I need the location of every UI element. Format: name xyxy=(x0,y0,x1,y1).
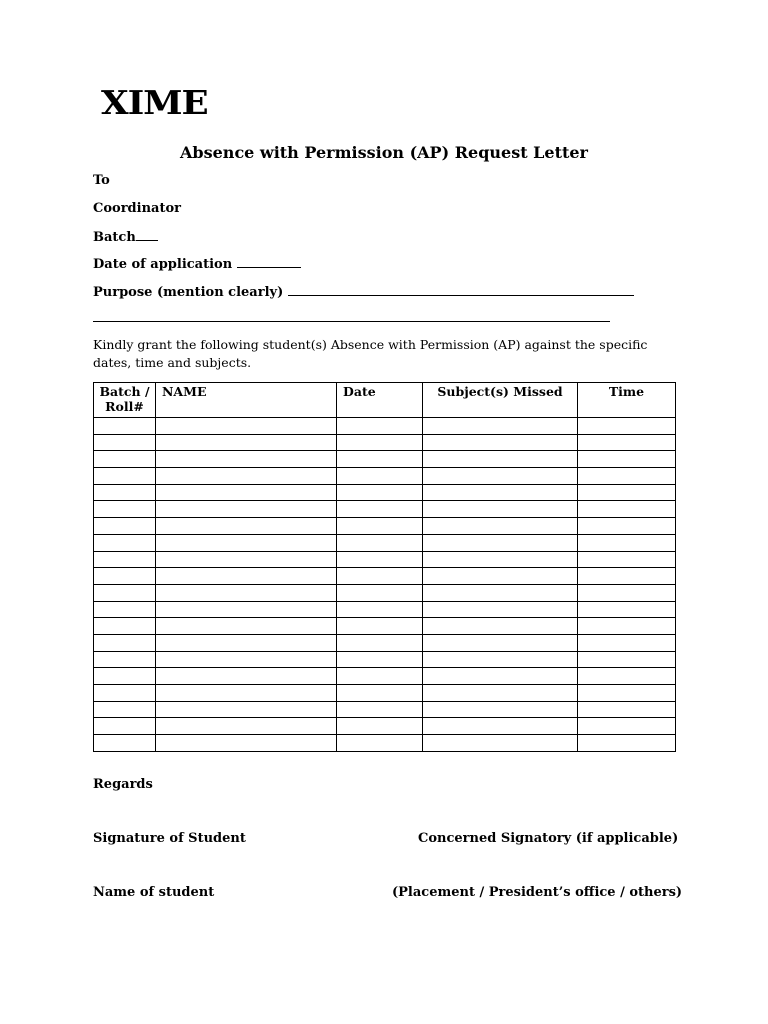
subjects-missed-cell[interactable] xyxy=(423,701,578,718)
purpose-field[interactable] xyxy=(288,283,634,296)
table-row xyxy=(94,634,676,651)
batch-roll-cell[interactable] xyxy=(94,685,156,702)
subjects-missed-cell[interactable] xyxy=(423,468,578,485)
date-cell[interactable] xyxy=(337,518,423,535)
column-header-name: NAME xyxy=(156,383,337,418)
subjects-missed-cell[interactable] xyxy=(423,501,578,518)
name-cell[interactable] xyxy=(156,735,337,752)
subjects-missed-cell[interactable] xyxy=(423,568,578,585)
time-cell[interactable] xyxy=(578,601,676,618)
table-row xyxy=(94,735,676,752)
name-cell[interactable] xyxy=(156,484,337,501)
date-cell[interactable] xyxy=(337,601,423,618)
name-cell[interactable] xyxy=(156,451,337,468)
table-row xyxy=(94,434,676,451)
table-row xyxy=(94,668,676,685)
column-header-subjects-missed: Subject(s) Missed xyxy=(423,383,578,418)
form-title: Absence with Permission (AP) Request Letter xyxy=(180,143,588,162)
name-cell[interactable] xyxy=(156,618,337,635)
absence-table xyxy=(93,382,676,752)
time-cell[interactable] xyxy=(578,634,676,651)
table-header-row xyxy=(94,383,676,418)
subjects-missed-cell[interactable] xyxy=(423,484,578,501)
time-cell[interactable] xyxy=(578,718,676,735)
name-cell[interactable] xyxy=(156,568,337,585)
name-cell[interactable] xyxy=(156,534,337,551)
date-cell[interactable] xyxy=(337,551,423,568)
time-cell[interactable] xyxy=(578,568,676,585)
batch-roll-cell[interactable] xyxy=(94,634,156,651)
batch-roll-cell[interactable] xyxy=(94,668,156,685)
batch-roll-cell[interactable] xyxy=(94,735,156,752)
time-cell[interactable] xyxy=(578,484,676,501)
date-cell[interactable] xyxy=(337,634,423,651)
batch-roll-cell[interactable] xyxy=(94,484,156,501)
purpose-line xyxy=(93,283,634,300)
date-cell[interactable] xyxy=(337,418,423,435)
name-cell[interactable] xyxy=(156,584,337,601)
subjects-missed-cell[interactable] xyxy=(423,634,578,651)
date-cell[interactable] xyxy=(337,434,423,451)
subjects-missed-cell[interactable] xyxy=(423,434,578,451)
table-row xyxy=(94,701,676,718)
subjects-missed-cell[interactable] xyxy=(423,601,578,618)
table-row xyxy=(94,584,676,601)
name-cell[interactable] xyxy=(156,685,337,702)
batch-field[interactable] xyxy=(136,228,158,241)
time-cell[interactable] xyxy=(578,418,676,435)
batch-roll-cell[interactable] xyxy=(94,651,156,668)
batch-roll-cell[interactable] xyxy=(94,534,156,551)
purpose-field-continued[interactable] xyxy=(93,321,610,322)
purpose-label: Purpose (mention clearly) xyxy=(93,285,284,300)
table-row xyxy=(94,501,676,518)
time-cell[interactable] xyxy=(578,668,676,685)
subjects-missed-cell[interactable] xyxy=(423,618,578,635)
table-row xyxy=(94,518,676,535)
table-body xyxy=(94,418,676,752)
batch-label: Batch xyxy=(93,230,136,245)
column-header-time: Time xyxy=(578,383,676,418)
batch-roll-cell[interactable] xyxy=(94,551,156,568)
table-row xyxy=(94,451,676,468)
subjects-missed-cell[interactable] xyxy=(423,451,578,468)
date-of-application-line xyxy=(93,255,301,272)
date-cell[interactable] xyxy=(337,584,423,601)
subjects-missed-cell[interactable] xyxy=(423,685,578,702)
name-of-student-label: Name of student xyxy=(93,885,215,900)
offices-label: (Placement / President’s office / others) xyxy=(392,885,683,900)
name-cell[interactable] xyxy=(156,701,337,718)
date-cell[interactable] xyxy=(337,501,423,518)
subjects-missed-cell[interactable] xyxy=(423,718,578,735)
coordinator-label: Coordinator xyxy=(93,201,181,216)
table-row xyxy=(94,618,676,635)
table-row xyxy=(94,601,676,618)
name-cell[interactable] xyxy=(156,434,337,451)
date-cell[interactable] xyxy=(337,718,423,735)
batch-roll-cell[interactable] xyxy=(94,501,156,518)
batch-roll-cell[interactable] xyxy=(94,601,156,618)
xime-logo: XIME xyxy=(101,83,208,122)
column-header-date: Date xyxy=(337,383,423,418)
subjects-missed-cell[interactable] xyxy=(423,534,578,551)
name-cell[interactable] xyxy=(156,418,337,435)
subjects-missed-cell[interactable] xyxy=(423,551,578,568)
time-cell[interactable] xyxy=(578,518,676,535)
name-cell[interactable] xyxy=(156,468,337,485)
name-cell[interactable] xyxy=(156,551,337,568)
to-label: To xyxy=(93,173,110,188)
time-cell[interactable] xyxy=(578,618,676,635)
date-cell[interactable] xyxy=(337,651,423,668)
date-cell[interactable] xyxy=(337,568,423,585)
name-cell[interactable] xyxy=(156,601,337,618)
batch-roll-cell[interactable] xyxy=(94,451,156,468)
date-cell[interactable] xyxy=(337,451,423,468)
batch-roll-cell[interactable] xyxy=(94,468,156,485)
regards-label: Regards xyxy=(93,777,153,792)
time-cell[interactable] xyxy=(578,735,676,752)
batch-roll-cell[interactable] xyxy=(94,418,156,435)
column-header-batch-roll: Batch / Roll# xyxy=(94,383,156,418)
date-cell[interactable] xyxy=(337,735,423,752)
subjects-missed-cell[interactable] xyxy=(423,735,578,752)
table-row xyxy=(94,685,676,702)
name-cell[interactable] xyxy=(156,668,337,685)
batch-roll-cell[interactable] xyxy=(94,618,156,635)
concerned-signatory-label: Concerned Signatory (if applicable) xyxy=(418,831,679,846)
table-row xyxy=(94,718,676,735)
time-cell[interactable] xyxy=(578,451,676,468)
time-cell[interactable] xyxy=(578,551,676,568)
to-line xyxy=(93,173,110,188)
batch-line xyxy=(93,228,158,245)
name-cell[interactable] xyxy=(156,518,337,535)
table-row xyxy=(94,468,676,485)
intro-paragraph: Kindly grant the following student(s) Absence with Permission (AP) against the specific dates, time and subjects. xyxy=(93,337,648,370)
table-row xyxy=(94,484,676,501)
subjects-missed-cell[interactable] xyxy=(423,584,578,601)
batch-roll-cell[interactable] xyxy=(94,584,156,601)
batch-roll-cell[interactable] xyxy=(94,718,156,735)
table-row xyxy=(94,418,676,435)
batch-roll-cell[interactable] xyxy=(94,518,156,535)
batch-roll-cell[interactable] xyxy=(94,568,156,585)
date-cell[interactable] xyxy=(337,534,423,551)
table-row xyxy=(94,551,676,568)
signature-of-student-label: Signature of Student xyxy=(93,831,246,846)
subjects-missed-cell[interactable] xyxy=(423,668,578,685)
name-cell[interactable] xyxy=(156,634,337,651)
time-cell[interactable] xyxy=(578,468,676,485)
subjects-missed-cell[interactable] xyxy=(423,518,578,535)
batch-roll-cell[interactable] xyxy=(94,701,156,718)
date-cell[interactable] xyxy=(337,668,423,685)
time-cell[interactable] xyxy=(578,685,676,702)
time-cell[interactable] xyxy=(578,584,676,601)
time-cell[interactable] xyxy=(578,501,676,518)
table-row xyxy=(94,651,676,668)
time-cell[interactable] xyxy=(578,434,676,451)
table-row xyxy=(94,568,676,585)
date-cell[interactable] xyxy=(337,618,423,635)
subjects-missed-cell[interactable] xyxy=(423,418,578,435)
date-cell[interactable] xyxy=(337,468,423,485)
coordinator-line xyxy=(93,201,181,216)
name-cell[interactable] xyxy=(156,718,337,735)
time-cell[interactable] xyxy=(578,701,676,718)
date-of-application-field[interactable] xyxy=(237,255,301,268)
name-cell[interactable] xyxy=(156,651,337,668)
subjects-missed-cell[interactable] xyxy=(423,651,578,668)
date-cell[interactable] xyxy=(337,701,423,718)
time-cell[interactable] xyxy=(578,651,676,668)
date-cell[interactable] xyxy=(337,484,423,501)
batch-roll-cell[interactable] xyxy=(94,434,156,451)
table-row xyxy=(94,534,676,551)
date-cell[interactable] xyxy=(337,685,423,702)
date-of-application-label: Date of application xyxy=(93,257,233,272)
time-cell[interactable] xyxy=(578,534,676,551)
name-cell[interactable] xyxy=(156,501,337,518)
